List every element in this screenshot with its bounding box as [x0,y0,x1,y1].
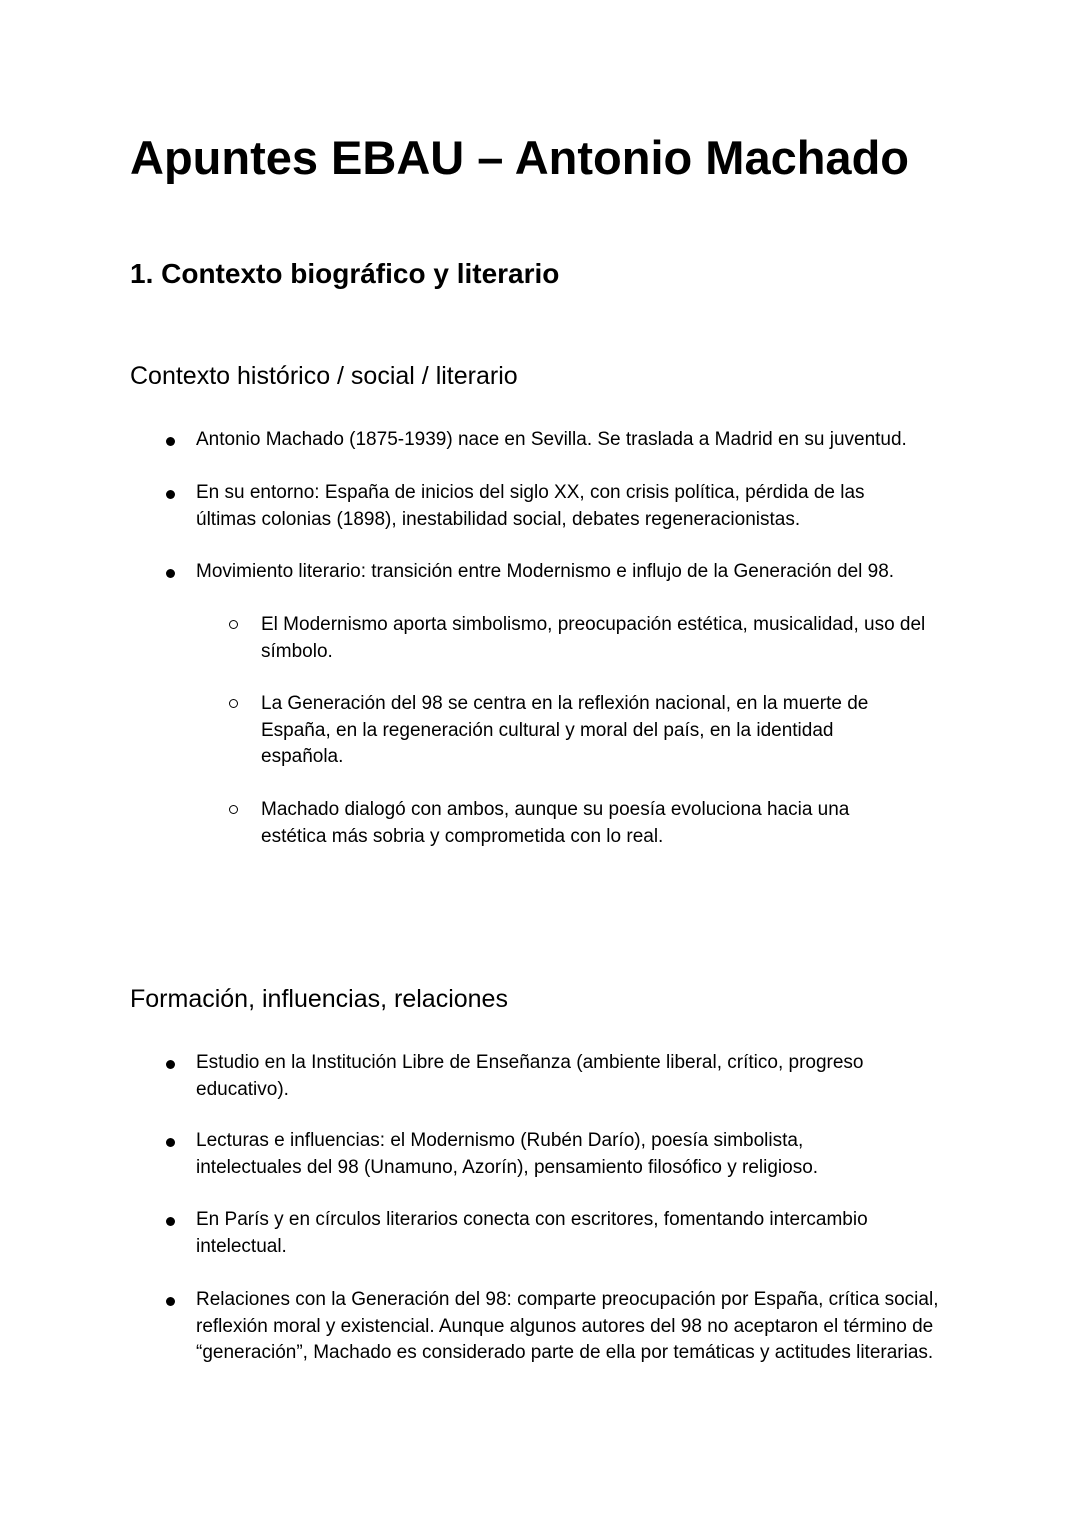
document-title: Apuntes EBAU – Antonio Machado [130,131,909,184]
sub-list-item: Machado dialogó con ambos, aunque su poesía evoluciona hacia una estética más sobria y comprometida con lo real. [261,799,850,847]
subsection-heading-contexto-historico: Contexto histórico / social / literario [130,362,518,390]
list-item: En su entorno: España de inicios del siglo XX, con crisis política, pérdida de las últimas colonias (1898), inestabilidad social, debates regeneracionistas. [196,482,865,530]
list-item: Movimiento literario: transición entre Modernismo e influjo de la Generación del 98. [196,561,895,582]
bullet-icon [166,490,175,499]
sub-list-item: La Generación del 98 se centra en la reflexión nacional, en la muerte de España, en la regeneración cultural y moral del país, en la identidad española. [261,693,869,767]
list-item: Lecturas e influencias: el Modernismo (Rubén Darío), poesía simbolista, intelectuales del 98 (Unamuno, Azorín), pensamiento filosófico y religioso. [196,1130,819,1178]
list-item: Estudio en la Institución Libre de Enseñanza (ambiente liberal, crítico, progreso educativo). [196,1052,864,1100]
bullet-icon [166,437,175,446]
bullet-icon [166,1297,175,1306]
circle-bullet-icon [229,620,238,629]
bullet-icon [166,569,175,578]
bullet-icon [166,1217,175,1226]
circle-bullet-icon [229,699,238,708]
list-item: Antonio Machado (1875-1939) nace en Sevilla. Se traslada a Madrid en su juventud. [196,429,907,450]
subsection-heading-formacion: Formación, influencias, relaciones [130,985,508,1013]
bullet-icon [166,1060,175,1069]
sub-list-item: El Modernismo aporta simbolismo, preocupación estética, musicalidad, uso del símbolo. [261,614,926,662]
section-heading-contexto: 1. Contexto biográfico y literario [130,258,560,289]
list-item: En París y en círculos literarios conecta con escritores, fomentando intercambio intelectual. [196,1209,868,1257]
list-item: Relaciones con la Generación del 98: comparte preocupación por España, crítica social, reflexión moral y existencial. Aunque algunos autores del 98 no aceptaron el término de “generación”, Machado es considerado parte de ella por temáticas y actitudes literarias. [196,1289,939,1363]
bullet-icon [166,1138,175,1147]
circle-bullet-icon [229,805,238,814]
